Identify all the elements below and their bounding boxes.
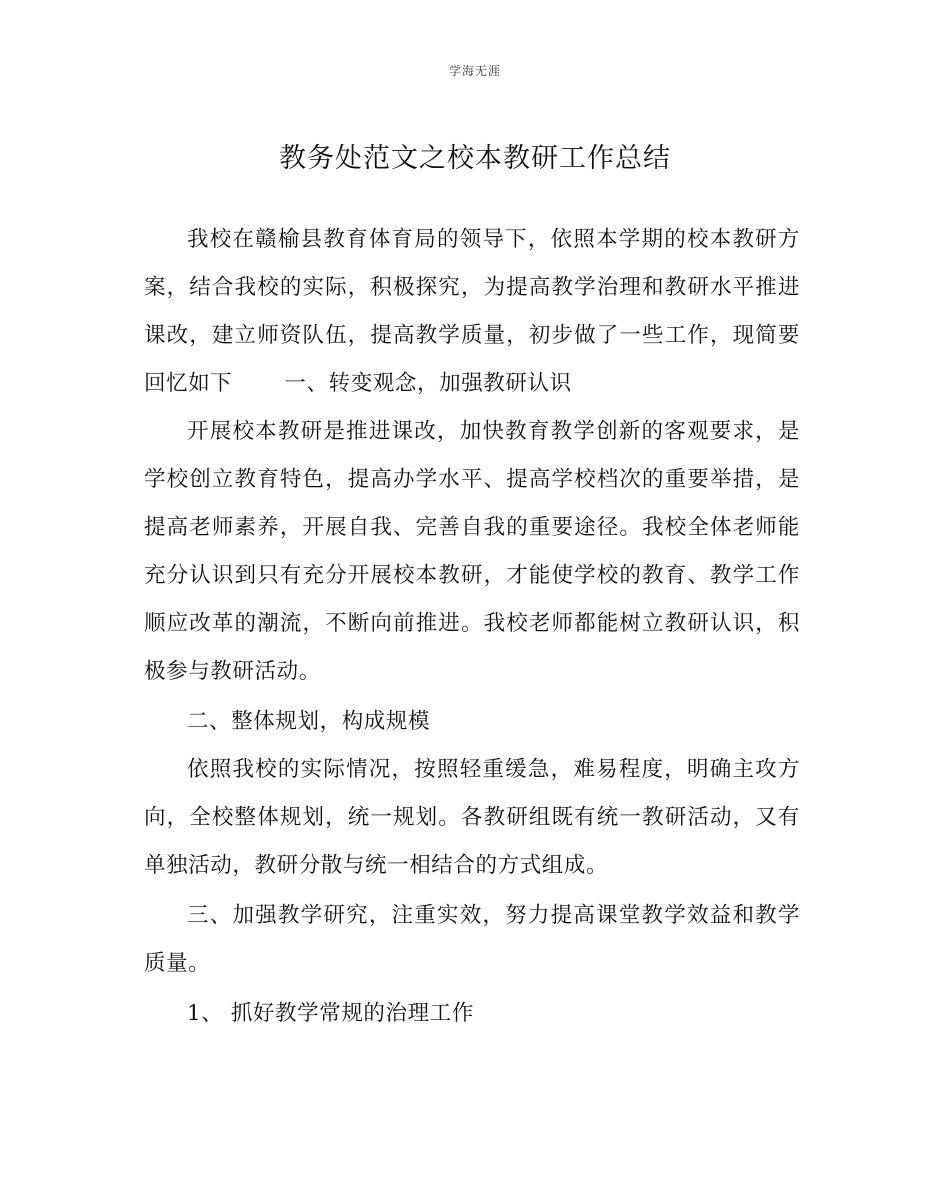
document-body [144, 216, 800, 1038]
document-title: 教务处范文之校本教研工作总结 [279, 143, 671, 174]
section-2-heading: 二、整体规划，构成规模 [187, 709, 431, 734]
section-1-paragraph: 开展校本教研是推进课改，加快教育教学创新的客观要求，是学校创立教育特色，提高办学水平、提高学校档次的重要举措，是提高老师素养，开展自我、完善自我的重要途径。我校全体老师能充分认识到只有充分开展校本教研，才能使学校的教育、教学工作顺应改革的潮流，不断向前推进。我校老师都能树立教研认识，积极参与教研活动。 [144, 419, 800, 684]
section-3-heading: 三、加强教学研究，注重实效，努力提高课堂教学效益和教学质量。 [144, 903, 800, 976]
subsection-1-heading: 1、 抓好教学常规的治理工作 [187, 1001, 474, 1026]
intro-text: 我校在赣榆县教育体育局的领导下，依照本学期的校本教研方案，结合我校的实际，积极探究，为提高教学治理和教研水平推进课改，建立师资队伍，提高教学质量，初步做了一些工作，现简要回忆如下 [144, 227, 800, 396]
intro-paragraph [144, 216, 800, 408]
section-1-heading: 一、转变观念，加强教研认识 [284, 371, 572, 396]
section-2-paragraph: 依照我校的实际情况，按照轻重缓急，难易程度，明确主攻方向，全校整体规划，统一规划。各教研组既有统一教研活动，又有单独活动，教研分散与统一相结合的方式组成。 [144, 757, 800, 878]
page-header: 学海无涯 [448, 64, 501, 78]
